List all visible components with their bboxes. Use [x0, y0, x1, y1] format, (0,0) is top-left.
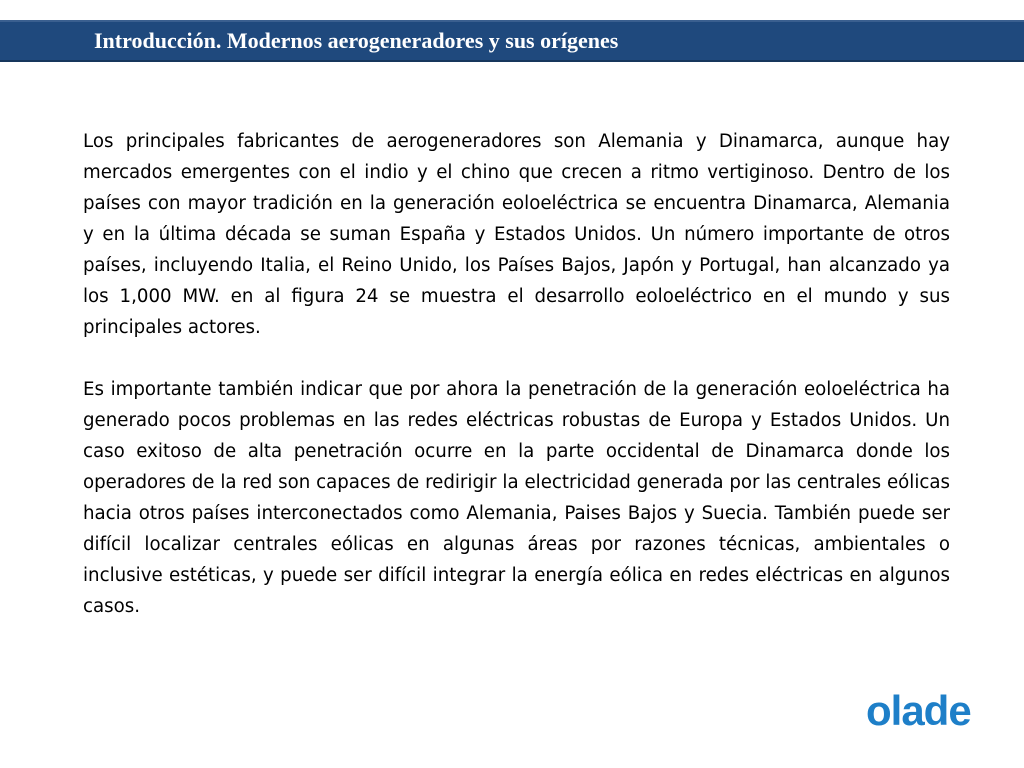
- title-bar: [0, 20, 1024, 62]
- body-text: [83, 126, 950, 653]
- olade-logo: olade: [866, 687, 971, 734]
- page-title: Introducción. Modernos aerogeneradores y sus orígenes: [94, 28, 619, 53]
- paragraph-2: Es importante también indicar que por ahora la penetración de la generación eoloeléctrica ha generado pocos problemas en las redes eléctricas robustas de Europa y Estados Unidos. Un caso exitoso de alta penetración ocurre en la parte occidental de Dinamarca donde los operadores de la red son capaces de redirigir la electricidad generada por las centrales eólicas hacia otros países interconectados como Alemania, Paises Bajos y Suecia. También puede ser difícil localizar centrales eólicas en algunas áreas por razones técnicas, ambientales o inclusive estéticas, y puede ser difícil integrar la energía eólica en redes eléctricas en algunos casos.: [83, 379, 950, 617]
- paragraph-1: Los principales fabricantes de aerogeneradores son Alemania y Dinamarca, aunque hay mercados emergentes con el indio y el chino que crecen a ritmo vertiginoso. Dentro de los países con mayor tradición en la generación eoloeléctrica se encuentra Dinamarca, Alemania y en la última década se suman España y Estados Unidos. Un número importante de otros países, incluyendo Italia, el Reino Unido, los Países Bajos, Japón y Portugal, han alcanzado ya los 1,000 MW. en al figura 24 se muestra el desarrollo eoloeléctrico en el mundo y sus principales actores.: [83, 131, 950, 338]
